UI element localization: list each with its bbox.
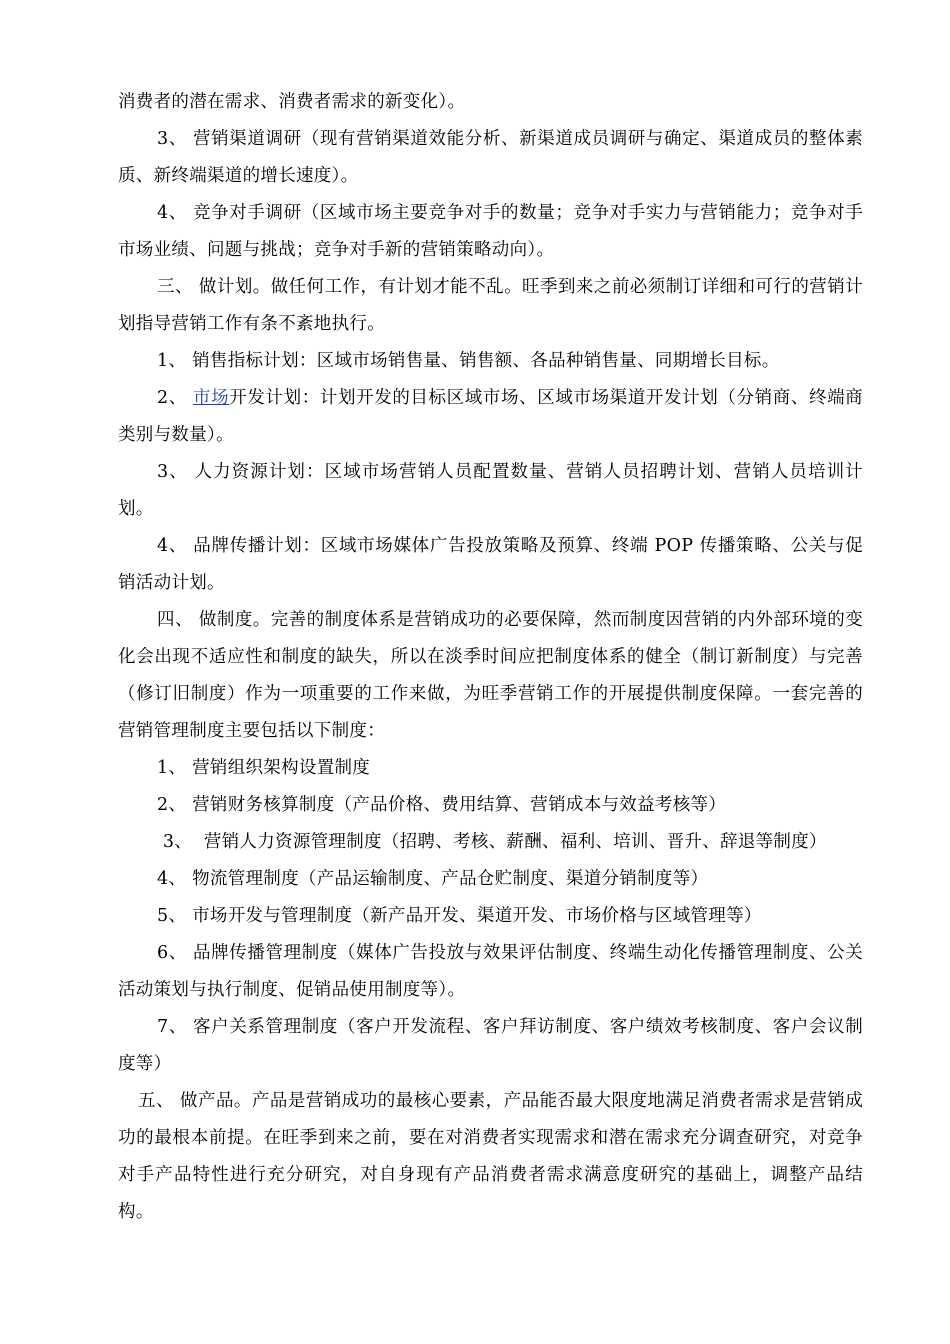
- paragraph-competitor-research: 4、 竞争对手调研（区域市场主要竞争对手的数量；竞争对手实力与营销能力；竞争对手市场业绩、问题与挑战；竞争对手新的营销策略动向）。: [118, 203, 863, 260]
- document-body: [118, 84, 863, 1231]
- paragraph-section-product: 五、 做产品。产品是营销成功的最核心要素，产品能否最大限度地满足消费者需求是营销成功的最根本前提。在旺季到来之前，要在对消费者实现需求和潜在需求充分调查研究，对竞争对手产品特性进行充分研究，对自身现有产品消费者需求满意度研究的基础上，调整产品结构。: [118, 1091, 863, 1222]
- paragraph-logistics-system: 4、 物流管理制度（产品运输制度、产品仓贮制度、渠道分销制度等）: [157, 869, 709, 889]
- market-link[interactable]: 市场: [193, 388, 230, 408]
- paragraph-brand-system: 6、 品牌传播管理制度（媒体广告投放与效果评估制度、终端生动化传播管理制度、公关活动策划与执行制度、促销品使用制度等）。: [118, 943, 863, 1000]
- paragraph-customer-system: 7、 客户关系管理制度（客户开发流程、客户拜访制度、客户绩效考核制度、客户会议制度等）: [118, 1017, 863, 1074]
- paragraph-text: 开发计划：计划开发的目标区域市场、区域市场渠道开发计划（分销商、终端商类别与数量）。: [118, 388, 863, 445]
- paragraph-sales-target-plan: 1、 销售指标计划：区域市场销售量、销售额、各品种销售量、同期增长目标。: [157, 351, 780, 371]
- paragraph-consumer-needs: 消费者的潜在需求、消费者需求的新变化）。: [118, 92, 466, 112]
- paragraph-brand-plan: 4、 品牌传播计划：区域市场媒体广告投放策略及预算、终端 POP 传播策略、公关与促销活动计划。: [118, 536, 863, 593]
- paragraph-hr-plan: 3、 人力资源计划：区域市场营销人员配置数量、营销人员招聘计划、营销人员培训计划。: [118, 462, 863, 519]
- paragraph-channel-research: 3、 营销渠道调研（现有营销渠道效能分析、新渠道成员调研与确定、渠道成员的整体素质、新终端渠道的增长速度）。: [118, 129, 863, 186]
- paragraph-market-development-plan: [118, 380, 863, 454]
- paragraph-section-plan: 三、 做计划。做任何工作，有计划才能不乱。旺季到来之前必须制订详细和可行的营销计划指导营销工作有条不紊地执行。: [118, 277, 863, 334]
- paragraph-section-system: 四、 做制度。完善的制度体系是营销成功的必要保障，然而制度因营销的内外部环境的变化会出现不适应性和制度的缺失，所以在淡季时间应把制度体系的健全（制订新制度）与完善（修订旧制度）作为一项重要的工作来做，为旺季营销工作的开展提供制度保障。一套完善的营销管理制度主要包括以下制度：: [118, 610, 863, 741]
- paragraph-finance-system: 2、 营销财务核算制度（产品价格、费用结算、营销成本与效益考核等）: [157, 795, 727, 815]
- paragraph-org-structure-system: 1、 营销组织架构设置制度: [157, 758, 371, 778]
- paragraph-hr-system: 3、 营销人力资源管理制度（招聘、考核、薪酬、福利、培训、晋升、辞退等制度）: [157, 832, 827, 852]
- list-number: 2、: [157, 388, 194, 408]
- paragraph-market-system: 5、 市场开发与管理制度（新产品开发、渠道开发、市场价格与区域管理等）: [157, 906, 762, 926]
